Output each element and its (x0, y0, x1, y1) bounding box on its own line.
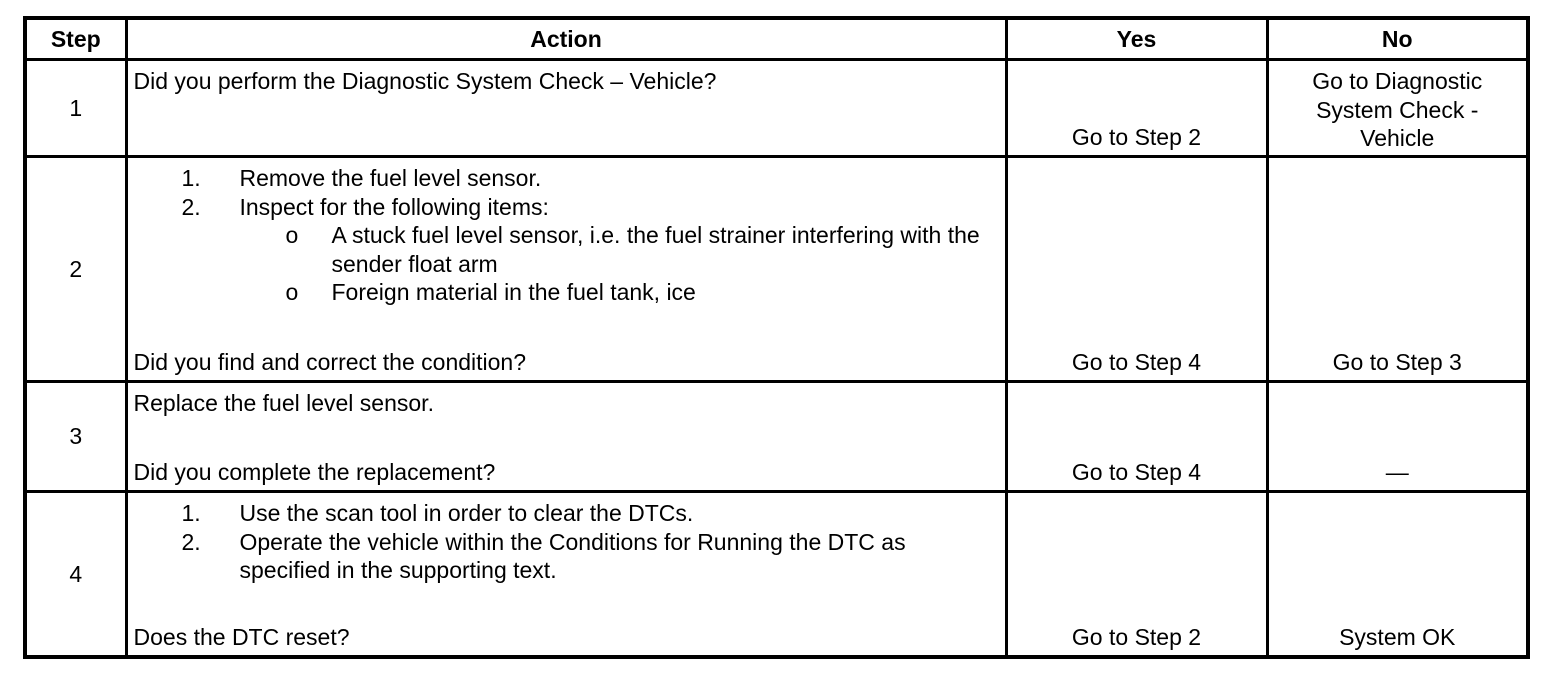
bullet-text: Foreign material in the fuel tank, ice (331, 279, 696, 305)
yes-cell (1006, 60, 1267, 157)
header-step: Step (25, 18, 126, 60)
action-question: Did you complete the replacement? (133, 458, 496, 485)
item-number: 1. (181, 165, 201, 191)
item-number: 2. (181, 528, 201, 555)
header-action: Action (126, 18, 1006, 60)
yes-result: Go to Step 4 (1071, 458, 1202, 485)
table-row-step-3 (25, 382, 1528, 492)
header-row (25, 18, 1528, 60)
header-no: No (1267, 18, 1528, 60)
diagnostic-table (23, 16, 1530, 659)
numbered-item (134, 528, 999, 585)
item-number: 1. (181, 500, 201, 526)
numbered-item (134, 164, 999, 193)
table-row-step-2 (25, 157, 1528, 382)
step-number: 1 (25, 60, 126, 157)
table-row-step-4 (25, 492, 1528, 658)
action-instructions (134, 499, 999, 585)
yes-result: Go to Step 2 (1071, 623, 1202, 650)
step-number: 4 (25, 492, 126, 658)
bullet-mark: o (285, 222, 299, 248)
bullet-text: A stuck fuel level sensor, i.e. the fuel strainer interfering with the sender float arm (331, 222, 980, 277)
item-text: Remove the fuel level sensor. (239, 165, 542, 191)
yes-result: Go to Step 2 (1071, 123, 1202, 150)
numbered-item (134, 193, 999, 222)
action-cell (126, 382, 1006, 492)
step-number: 2 (25, 157, 126, 382)
no-result: — (1385, 458, 1409, 485)
item-number: 2. (181, 193, 201, 220)
action-cell (126, 157, 1006, 382)
yes-cell (1006, 492, 1267, 658)
no-cell (1267, 157, 1528, 382)
item-text: Inspect for the following items: (239, 193, 549, 220)
step-number: 3 (25, 382, 126, 492)
table-row-step-1 (25, 60, 1528, 157)
action-instruction: Replace the fuel level sensor. (133, 390, 434, 416)
no-cell (1267, 492, 1528, 658)
bullet-item (134, 278, 999, 307)
no-cell (1267, 382, 1528, 492)
header-yes: Yes (1006, 18, 1267, 60)
yes-cell (1006, 157, 1267, 382)
bullet-item (134, 221, 999, 278)
action-instructions (134, 164, 999, 307)
no-cell (1267, 60, 1528, 157)
item-text: Use the scan tool in order to clear the DTCs. (239, 500, 694, 526)
yes-result: Go to Step 4 (1071, 348, 1202, 375)
action-cell (126, 60, 1006, 157)
action-question: Did you perform the Diagnostic System Check – Vehicle? (133, 68, 717, 94)
action-question: Did you find and correct the condition? (133, 348, 527, 375)
item-text: Operate the vehicle within the Conditions for Running the DTC as specified in the supporting text. (239, 528, 906, 583)
no-result: System OK (1339, 623, 1456, 650)
action-question: Does the DTC reset? (133, 623, 350, 650)
bullet-mark: o (285, 279, 299, 305)
no-result: Go to Step 3 (1332, 348, 1462, 375)
yes-cell (1006, 382, 1267, 492)
action-cell (126, 492, 1006, 658)
numbered-item (134, 499, 999, 528)
no-result: Go to Diagnostic System Check - Vehicle (1312, 68, 1483, 151)
